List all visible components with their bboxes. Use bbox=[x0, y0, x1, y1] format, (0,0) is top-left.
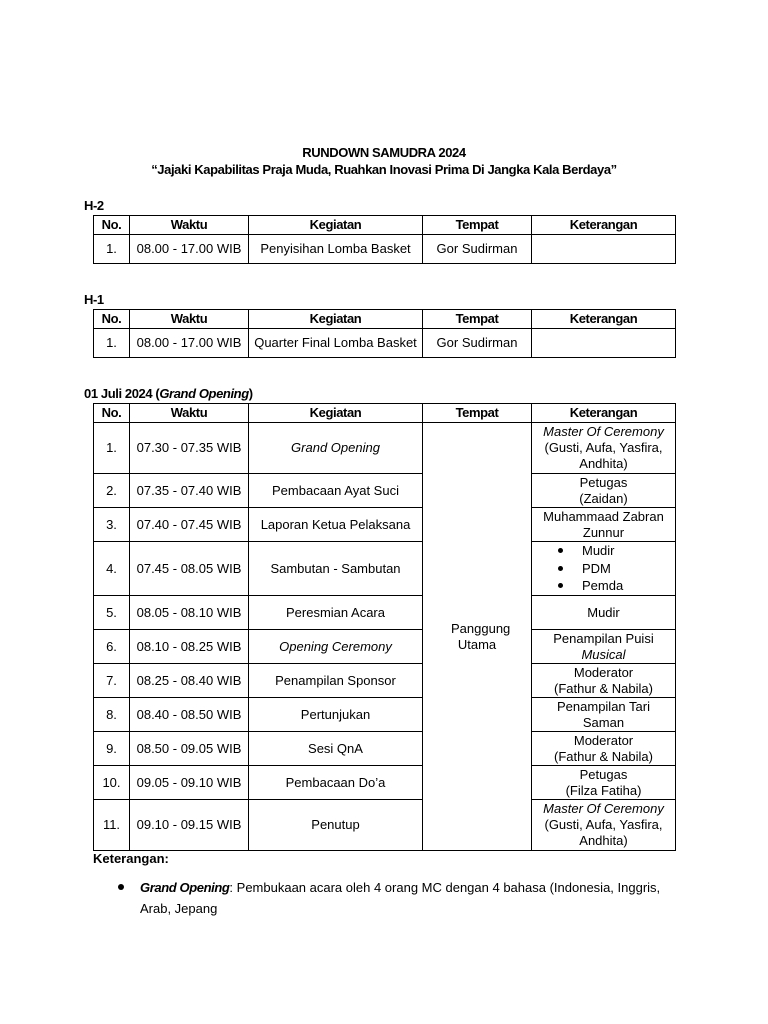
cell-keterangan bbox=[532, 235, 676, 264]
table-row bbox=[94, 235, 676, 264]
header-kegiatan: Kegiatan bbox=[249, 310, 423, 329]
cell-waktu: 07.45 - 08.05 WIB bbox=[130, 542, 249, 596]
ket-line: (Zaidan) bbox=[579, 490, 628, 506]
ket-line: (Fathur & Nabila) bbox=[554, 748, 653, 764]
notes-description: : Pembukaan acara oleh 4 orang MC dengan 4 bahasa (Indonesia, Inggris, Arab, Jepang bbox=[140, 880, 661, 916]
cell-waktu: 07.35 - 07.40 WIB bbox=[130, 474, 249, 508]
cell-no: 11. bbox=[94, 800, 130, 851]
cell-waktu: 08.40 - 08.50 WIB bbox=[130, 698, 249, 732]
cell-waktu: 08.00 - 17.00 WIB bbox=[130, 329, 249, 358]
table-row bbox=[94, 698, 676, 732]
ket-line: Petugas bbox=[579, 766, 628, 782]
table-h2 bbox=[93, 215, 676, 264]
table-row bbox=[94, 542, 676, 596]
table-row bbox=[94, 766, 676, 800]
section-label-h2: H-2 bbox=[84, 198, 104, 213]
table-row bbox=[94, 596, 676, 630]
cell-kegiatan: Penutup bbox=[249, 800, 423, 851]
table-row bbox=[94, 474, 676, 508]
table-row bbox=[94, 329, 676, 358]
cell-waktu: 07.40 - 07.45 WIB bbox=[130, 508, 249, 542]
header-keterangan: Keterangan bbox=[532, 216, 676, 235]
cell-waktu: 08.10 - 08.25 WIB bbox=[130, 630, 249, 664]
cell-kegiatan: Opening Ceremony bbox=[249, 630, 423, 664]
cell-keterangan bbox=[532, 329, 676, 358]
header-kegiatan: Kegiatan bbox=[249, 216, 423, 235]
cell-no: 5. bbox=[94, 596, 130, 630]
cell-kegiatan: Pertunjukan bbox=[249, 698, 423, 732]
notes-term: Grand Opening bbox=[140, 880, 230, 895]
notes-item-text bbox=[118, 877, 678, 919]
table-h1 bbox=[93, 309, 676, 358]
ket-line: Moderator bbox=[573, 664, 634, 680]
day1-label-italic: Grand Opening bbox=[159, 386, 249, 401]
cell-no: 6. bbox=[94, 630, 130, 664]
table-row bbox=[94, 664, 676, 698]
section-label-h1: H-1 bbox=[84, 292, 104, 307]
cell-keterangan bbox=[532, 474, 676, 508]
section-label-day1 bbox=[84, 386, 253, 401]
ket-line: (Gusti, Aufa, Yasfira, Andhita) bbox=[544, 440, 663, 471]
list-item: PDM bbox=[552, 560, 623, 578]
document-title: RUNDOWN SAMUDRA 2024 bbox=[302, 145, 466, 160]
table-day1 bbox=[93, 403, 676, 851]
cell-waktu: 08.50 - 09.05 WIB bbox=[130, 732, 249, 766]
notes-item bbox=[118, 877, 678, 919]
cell-kegiatan: Sambutan - Sambutan bbox=[249, 542, 423, 596]
document-subtitle: “Jajaki Kapabilitas Praja Muda, Ruahkan Inovasi Prima Di Jangka Kala Berdaya” bbox=[151, 162, 617, 177]
cell-kegiatan: Quarter Final Lomba Basket bbox=[249, 329, 423, 358]
cell-no: 4. bbox=[94, 542, 130, 596]
header-no: No. bbox=[94, 310, 130, 329]
header-tempat: Tempat bbox=[423, 310, 532, 329]
cell-keterangan bbox=[532, 766, 676, 800]
cell-no: 2. bbox=[94, 474, 130, 508]
ket-line-italic: Musical bbox=[581, 646, 626, 662]
table-header-row bbox=[94, 404, 676, 423]
cell-tempat: Gor Sudirman bbox=[423, 329, 532, 358]
cell-kegiatan: Pembacaan Ayat Suci bbox=[249, 474, 423, 508]
header-tempat: Tempat bbox=[423, 404, 532, 423]
cell-keterangan bbox=[532, 664, 676, 698]
cell-waktu: 07.30 - 07.35 WIB bbox=[130, 423, 249, 474]
cell-no: 1. bbox=[94, 235, 130, 264]
cell-kegiatan: Sesi QnA bbox=[249, 732, 423, 766]
cell-keterangan bbox=[532, 800, 676, 851]
cell-keterangan bbox=[532, 732, 676, 766]
cell-keterangan: Penampilan Tari Saman bbox=[532, 698, 676, 732]
cell-kegiatan: Laporan Ketua Pelaksana bbox=[249, 508, 423, 542]
list-item: Pemda bbox=[552, 577, 623, 595]
ket-line-italic: Master Of Ceremony bbox=[543, 424, 664, 439]
cell-keterangan bbox=[532, 423, 676, 474]
ket-line: (Gusti, Aufa, Yasfira, Andhita) bbox=[544, 817, 663, 848]
header-waktu: Waktu bbox=[130, 216, 249, 235]
cell-keterangan: Mudir bbox=[532, 596, 676, 630]
table-header-row bbox=[94, 310, 676, 329]
cell-kegiatan: Penyisihan Lomba Basket bbox=[249, 235, 423, 264]
header-no: No. bbox=[94, 216, 130, 235]
cell-no: 8. bbox=[94, 698, 130, 732]
ket-line: Moderator bbox=[573, 732, 634, 748]
ket-line: (Filza Fatiha) bbox=[565, 782, 642, 798]
cell-keterangan bbox=[532, 542, 676, 596]
cell-waktu: 08.05 - 08.10 WIB bbox=[130, 596, 249, 630]
cell-keterangan: Muhammaad Zabran Zunnur bbox=[532, 508, 676, 542]
ket-line: Penampilan Puisi bbox=[553, 630, 654, 646]
cell-waktu: 08.00 - 17.00 WIB bbox=[130, 235, 249, 264]
ket-line: Petugas bbox=[579, 474, 628, 490]
keterangan-list bbox=[552, 542, 623, 595]
cell-kegiatan: Pembacaan Do’a bbox=[249, 766, 423, 800]
cell-no: 3. bbox=[94, 508, 130, 542]
header-keterangan: Keterangan bbox=[532, 310, 676, 329]
cell-tempat: Panggung Utama bbox=[423, 423, 532, 851]
table-row bbox=[94, 732, 676, 766]
cell-kegiatan: Peresmian Acara bbox=[249, 596, 423, 630]
table-row bbox=[94, 508, 676, 542]
cell-keterangan bbox=[532, 630, 676, 664]
cell-waktu: 09.05 - 09.10 WIB bbox=[130, 766, 249, 800]
header-waktu: Waktu bbox=[130, 404, 249, 423]
header-tempat: Tempat bbox=[423, 216, 532, 235]
day1-label-prefix: 01 Juli 2024 ( bbox=[84, 386, 160, 401]
cell-no: 1. bbox=[94, 423, 130, 474]
cell-no: 7. bbox=[94, 664, 130, 698]
notes-heading: Keterangan: bbox=[93, 851, 169, 866]
cell-no: 10. bbox=[94, 766, 130, 800]
header-kegiatan: Kegiatan bbox=[249, 404, 423, 423]
cell-kegiatan: Grand Opening bbox=[249, 423, 423, 474]
day1-label-suffix: ) bbox=[248, 386, 253, 401]
list-item: Mudir bbox=[552, 542, 623, 560]
cell-waktu: 09.10 - 09.15 WIB bbox=[130, 800, 249, 851]
bullet-icon bbox=[118, 884, 124, 890]
table-row bbox=[94, 423, 676, 474]
ket-line: (Fathur & Nabila) bbox=[554, 680, 653, 696]
cell-tempat: Gor Sudirman bbox=[423, 235, 532, 264]
table-header-row bbox=[94, 216, 676, 235]
header-keterangan: Keterangan bbox=[532, 404, 676, 423]
cell-kegiatan: Penampilan Sponsor bbox=[249, 664, 423, 698]
header-no: No. bbox=[94, 404, 130, 423]
table-row bbox=[94, 800, 676, 851]
table-row bbox=[94, 630, 676, 664]
header-waktu: Waktu bbox=[130, 310, 249, 329]
cell-no: 9. bbox=[94, 732, 130, 766]
ket-line-italic: Master Of Ceremony bbox=[543, 801, 664, 816]
cell-waktu: 08.25 - 08.40 WIB bbox=[130, 664, 249, 698]
cell-no: 1. bbox=[94, 329, 130, 358]
